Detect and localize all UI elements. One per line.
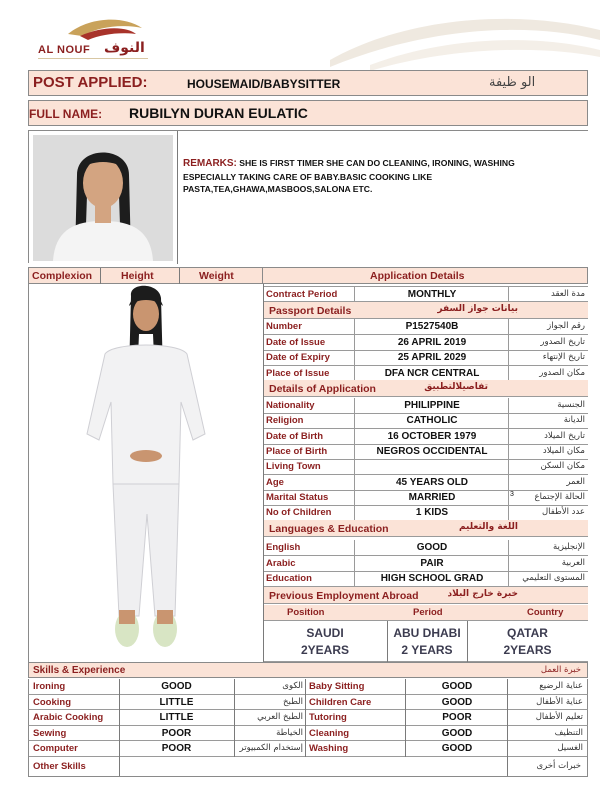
skill-arabic: تعليم الأطفال [535, 712, 583, 722]
application-label: Place of Birth [266, 445, 328, 457]
cell-divider [354, 366, 355, 381]
position-column-header: Position [287, 607, 325, 618]
employment-country: SAUDI [306, 626, 344, 640]
contract-period-row [263, 286, 588, 302]
application-arabic: الحالة الإجتماع [534, 491, 585, 502]
skill-arabic: الخياطة [276, 727, 303, 738]
cell-divider [354, 350, 355, 365]
application-label: Age [266, 476, 284, 488]
logo-tagline-line [38, 58, 148, 59]
cell-divider [305, 741, 306, 757]
language-arabic: المستوى التعليمي [522, 573, 585, 583]
skill-value: GOOD [441, 727, 473, 739]
language-arabic: الإنجليزية [552, 542, 585, 552]
skill-value: LITTLE [159, 712, 194, 723]
full-name-value: RUBILYN DURAN EULATIC [129, 105, 308, 121]
application-section-header [263, 380, 588, 397]
skill-row [28, 726, 588, 742]
full-body-figure-icon [29, 284, 264, 662]
cell-divider [305, 726, 306, 742]
cell-divider [354, 505, 355, 520]
employment-section-arabic: خبرة خارج البلاد [447, 589, 518, 599]
logo-text-ar: النوف [104, 40, 145, 56]
employment-years: 2 YEARS [401, 643, 453, 657]
remarks-label: REMARKS: [183, 158, 237, 169]
application-value: 16 OCTOBER 1979 [387, 430, 477, 442]
cell-divider [507, 756, 508, 776]
application-label: Living Town [266, 461, 321, 473]
cell-divider [305, 695, 306, 711]
skill-arabic: الطبخ العربي [257, 712, 303, 722]
other-skills-label: Other Skills [33, 761, 86, 772]
languages-section-header [263, 520, 588, 537]
application-label: Date of Birth [266, 430, 323, 442]
application-arabic: العمر [566, 476, 585, 487]
company-logo [30, 12, 180, 62]
employment-entry [467, 625, 588, 659]
employment-section-header [263, 587, 588, 604]
employment-years: 2YEARS [300, 643, 350, 657]
skill-arabic: إستخدام الكمبيوتر [239, 743, 303, 753]
skill-row [28, 741, 588, 757]
application-arabic: مكان السكن [540, 461, 585, 472]
complexion-header: Complexion [32, 270, 93, 282]
header-divider [100, 268, 101, 284]
language-label: English [266, 542, 301, 553]
language-value: GOOD [416, 542, 448, 553]
skill-label: Sewing [33, 727, 67, 739]
application-row [263, 398, 588, 414]
passport-arabic: تاريخ الإنتهاء [542, 352, 585, 362]
passport-label: Number [266, 321, 302, 332]
passport-value: P1527540B [405, 321, 459, 332]
languages-section-title: Languages & Education [269, 523, 389, 535]
employment-entry [263, 625, 387, 659]
application-arabic: عدد الأطفال [541, 507, 585, 518]
cell-divider [354, 413, 355, 428]
contract-period-value: MONTHLY [407, 289, 457, 300]
passport-section-header [263, 302, 588, 319]
cell-divider [305, 679, 306, 695]
cell-divider [354, 319, 355, 334]
languages-section-arabic: اللغة والتعليم [458, 522, 518, 532]
language-arabic: العربية [561, 557, 585, 568]
logo-text-en: AL NOUF [38, 44, 91, 56]
skill-value: LITTLE [159, 696, 194, 708]
remarks-text: SHE IS FIRST TIMER SHE CAN DO CLEANING, IRONING, WASHING ESPECIALLY TAKING CARE OF BABY.BASIC COOKING LIKE PASTA,TEA,GHAWA,MASBOOS,SALONA ETC. [183, 158, 515, 194]
skill-arabic: التنظيف [554, 727, 583, 738]
language-label: Education [266, 573, 312, 584]
cell-divider [354, 287, 355, 301]
application-row [263, 475, 588, 491]
application-row [263, 490, 588, 506]
passport-row [263, 350, 588, 366]
cell-divider [119, 756, 120, 776]
application-details-title: Application Details [370, 270, 465, 282]
language-label: Arabic [266, 557, 296, 569]
application-label: Marital Status [266, 491, 329, 503]
application-arabic: تاريخ الميلاد [544, 430, 585, 441]
passport-label: Place of Issue [266, 367, 330, 379]
application-section-title: Details of Application [269, 383, 376, 395]
application-row [263, 444, 588, 460]
post-applied-arabic: الو ظيفة [489, 75, 536, 90]
skill-value: POOR [442, 712, 472, 723]
passport-row [263, 335, 588, 351]
employment-section-title: Previous Employment Abroad [269, 590, 419, 602]
header-swoosh-decoration [330, 5, 600, 75]
application-row [263, 429, 588, 445]
application-arabic: الجنسية [557, 400, 585, 410]
passport-label: Date of Expiry [266, 352, 330, 363]
other-skills-row [28, 756, 588, 777]
post-applied-label: POST APPLIED: [33, 74, 148, 91]
skills-section-header [28, 662, 588, 678]
country-column-header: Country [527, 607, 564, 618]
passport-row [263, 319, 588, 335]
skill-label: Computer [33, 743, 78, 754]
portrait-figure-icon [33, 135, 173, 261]
full-body-photo [28, 284, 263, 662]
application-section-arabic: تفاصيلالتطبيق [424, 382, 488, 392]
application-label: Nationality [266, 400, 315, 411]
cell-divider [354, 444, 355, 459]
skill-row [28, 679, 588, 695]
full-name-bar [28, 100, 588, 126]
skill-label: Washing [309, 743, 349, 754]
skill-value: POOR [161, 743, 192, 754]
post-applied-value: HOUSEMAID/BABYSITTER [187, 77, 341, 91]
passport-value: 25 APRIL 2029 [397, 352, 467, 363]
application-row [263, 505, 588, 521]
other-skills-arabic: خبرات أخرى [536, 761, 581, 771]
application-value: MARRIED [408, 491, 456, 503]
header-divider [179, 268, 180, 284]
passport-arabic: تاريخ الصدور [540, 336, 585, 347]
application-row [263, 459, 588, 475]
passport-value: 26 APRIL 2019 [397, 336, 467, 348]
skill-label: Children Care [309, 696, 372, 708]
height-header: Height [121, 270, 154, 282]
skill-value: GOOD [441, 743, 473, 754]
passport-arabic: مكان الصدور [539, 367, 585, 378]
right-column-border [263, 284, 264, 662]
skill-value: POOR [161, 727, 192, 739]
employment-columns-header [263, 605, 588, 621]
skill-label: Ironing [33, 681, 66, 692]
application-arabic: مكان الميلاد [542, 445, 585, 456]
cell-divider [354, 459, 355, 474]
full-name-label: FULL NAME: [29, 107, 103, 121]
skill-label: Arabic Cooking [33, 712, 104, 723]
cell-divider [354, 571, 355, 586]
skill-value: GOOD [161, 681, 192, 692]
skill-label: Tutoring [309, 712, 347, 723]
skill-arabic: الطبخ [283, 696, 303, 707]
weight-header: Weight [199, 270, 234, 282]
marital-extra-mark: 3 [510, 491, 514, 498]
skill-label: Cooking [33, 696, 71, 708]
period-column-header: Period [413, 607, 443, 618]
profile-block [28, 130, 588, 263]
passport-section-arabic: بيانات جواز السفر [437, 304, 518, 314]
employment-country: QATAR [507, 626, 548, 640]
cell-divider [354, 540, 355, 555]
remarks-section [183, 157, 563, 196]
portrait-photo [33, 135, 173, 261]
cell-divider [354, 335, 355, 350]
language-row [263, 540, 588, 556]
employment-entries [263, 621, 588, 662]
application-value: NEGROS OCCIDENTAL [376, 445, 488, 457]
passport-section-title: Passport Details [269, 305, 352, 317]
skill-label: Cleaning [309, 727, 350, 739]
cell-divider [354, 429, 355, 444]
language-value: PAIR [420, 557, 444, 569]
employment-entry [387, 625, 467, 659]
skill-arabic: عناية الأطفال [536, 696, 583, 707]
skill-row [28, 695, 588, 711]
application-label: No of Children [266, 507, 332, 519]
application-row [263, 413, 588, 429]
employment-country: ABU DHABI [393, 626, 461, 640]
skill-row [28, 710, 588, 726]
physical-header-row [28, 267, 263, 284]
cell-divider [354, 490, 355, 505]
cell-divider [354, 398, 355, 413]
application-label: Religion [266, 415, 304, 427]
post-applied-bar [28, 70, 588, 96]
skill-arabic: الكوى [282, 681, 303, 691]
skill-value: GOOD [441, 696, 473, 708]
language-value: HIGH SCHOOL GRAD [380, 573, 484, 584]
application-value: CATHOLIC [406, 415, 458, 427]
contract-period-arabic: مدة العقد [551, 289, 585, 299]
skill-label: Baby Sitting [309, 681, 365, 692]
passport-label: Date of Issue [266, 336, 326, 348]
cell-divider [305, 710, 306, 726]
passport-value: DFA NCR CENTRAL [384, 367, 480, 379]
contract-period-label: Contract Period [266, 289, 338, 300]
application-value: 1 KIDS [415, 507, 449, 519]
skill-arabic: الغسيل [557, 743, 583, 753]
cell-divider [354, 475, 355, 490]
language-row [263, 571, 588, 587]
employment-years: 2YEARS [503, 643, 552, 657]
application-arabic: الديانة [563, 415, 585, 426]
skills-section-arabic: خبرة العمل [540, 665, 581, 675]
cell-divider [354, 556, 355, 571]
profile-divider [177, 131, 178, 264]
skills-section-title: Skills & Experience [33, 665, 126, 676]
skill-arabic: عناية الرضيع [539, 681, 583, 691]
application-value: 45 YEARS OLD [395, 476, 469, 488]
application-details-header [263, 267, 588, 284]
skill-value: GOOD [441, 681, 473, 692]
passport-arabic: رقم الجواز [547, 321, 585, 331]
application-value: PHILIPPINE [404, 400, 460, 411]
language-row [263, 556, 588, 572]
